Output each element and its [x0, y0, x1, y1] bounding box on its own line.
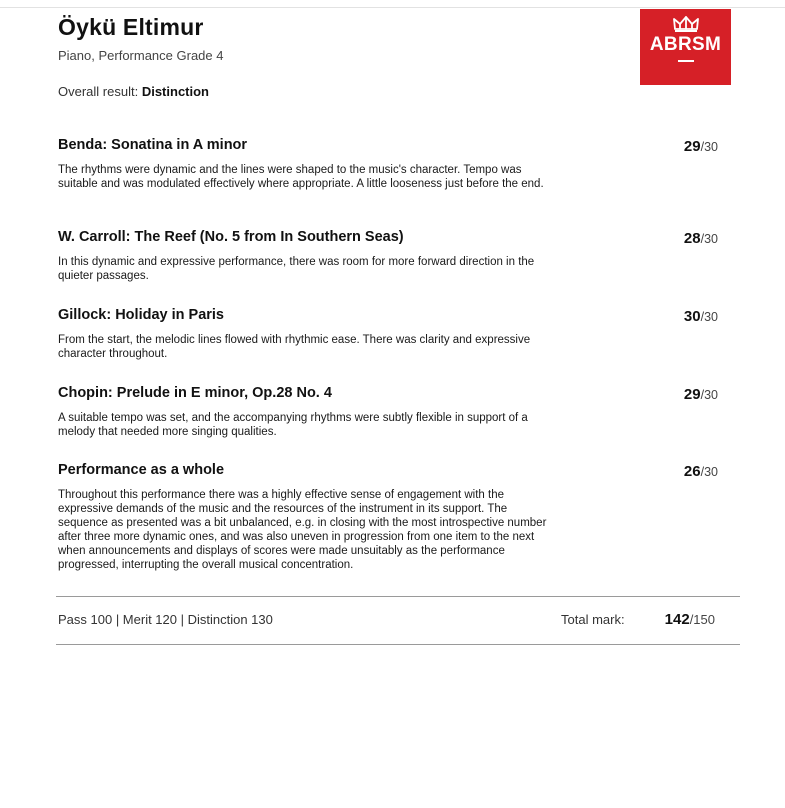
- overall-result: [58, 84, 223, 99]
- piece-out-of: /30: [700, 388, 718, 402]
- total-mark: [665, 611, 715, 628]
- piece-mark: [684, 230, 718, 247]
- footer-top-divider: [56, 596, 740, 597]
- piece-mark: [684, 386, 718, 403]
- overall-result-value: Distinction: [141, 84, 209, 99]
- piece-out-of: /30: [700, 310, 718, 324]
- piece-mark: [684, 463, 718, 480]
- piece-score: 26: [683, 463, 701, 480]
- piece-4: [58, 385, 718, 439]
- piece-out-of: /30: [700, 465, 718, 479]
- piece-score: 29: [683, 138, 701, 155]
- piece-comment: A suitable tempo was set, and the accompanying rhythms were subtly flexible in support of a melody that needed more singing qualities.: [58, 412, 528, 438]
- piece-comment: In this dynamic and expressive performance, there was room for more forward direction in the quieter passages.: [58, 256, 535, 282]
- piece-comment: From the start, the melodic lines flowed with rhythmic ease. There was clarity and expressive character throughout.: [58, 334, 531, 360]
- piece-title: W. Carroll: The Reef (No. 5 from In Southern Seas): [58, 229, 404, 245]
- piece-out-of: /30: [700, 232, 718, 246]
- piece-title: Performance as a whole: [58, 462, 225, 478]
- piece-mark: [684, 138, 718, 155]
- piece-comment: The rhythms were dynamic and the lines were shaped to the music's character. Tempo was suitable and was modulated effectively where appropriate. A little looseness just before the end.: [58, 164, 544, 190]
- piece-2: [58, 229, 718, 283]
- piece-5: [58, 462, 718, 572]
- report-footer: [58, 611, 718, 631]
- piece-3: [58, 307, 718, 361]
- total-mark-label: Total mark:: [561, 612, 625, 627]
- grade-thresholds: Pass 100 | Merit 120 | Distinction 130: [58, 612, 273, 627]
- piece-1: [58, 137, 718, 191]
- total-score: 142: [664, 611, 690, 628]
- piece-score: 29: [683, 386, 701, 403]
- piece-score: 30: [683, 308, 701, 325]
- logo-underline: [678, 60, 694, 62]
- report-header: [58, 14, 223, 99]
- abrsm-logo: [640, 9, 731, 85]
- piece-title: Benda: Sonatina in A minor: [58, 137, 248, 153]
- top-divider: [0, 7, 785, 8]
- piece-title: Gillock: Holiday in Paris: [58, 307, 224, 323]
- overall-result-label: Overall result:: [58, 84, 139, 99]
- piece-comment: Throughout this performance there was a highly effective sense of engagement with the expressive demands of the music and the resources of the instrument in its support. The sequence as presented was a bit unbalanced, e.g. in closing with the most introspective number after three more dynamic ones, and was also uneven in progression from one item to the next when announcements and displays of scores were made unsuitably as the performance progressed, interrupting the overall musical concentration.: [58, 489, 547, 571]
- crown-icon: [671, 15, 701, 33]
- piece-out-of: /30: [700, 140, 718, 154]
- piece-score: 28: [683, 230, 701, 247]
- footer-bottom-divider: [56, 644, 740, 645]
- piece-title: Chopin: Prelude in E minor, Op.28 No. 4: [58, 385, 332, 401]
- piece-mark: [684, 308, 718, 325]
- exam-subtitle: Piano, Performance Grade 4: [58, 48, 224, 63]
- abrsm-logo-text: ABRSM: [649, 34, 722, 55]
- candidate-name: Öykü Eltimur: [58, 14, 204, 40]
- total-out-of: /150: [689, 612, 715, 627]
